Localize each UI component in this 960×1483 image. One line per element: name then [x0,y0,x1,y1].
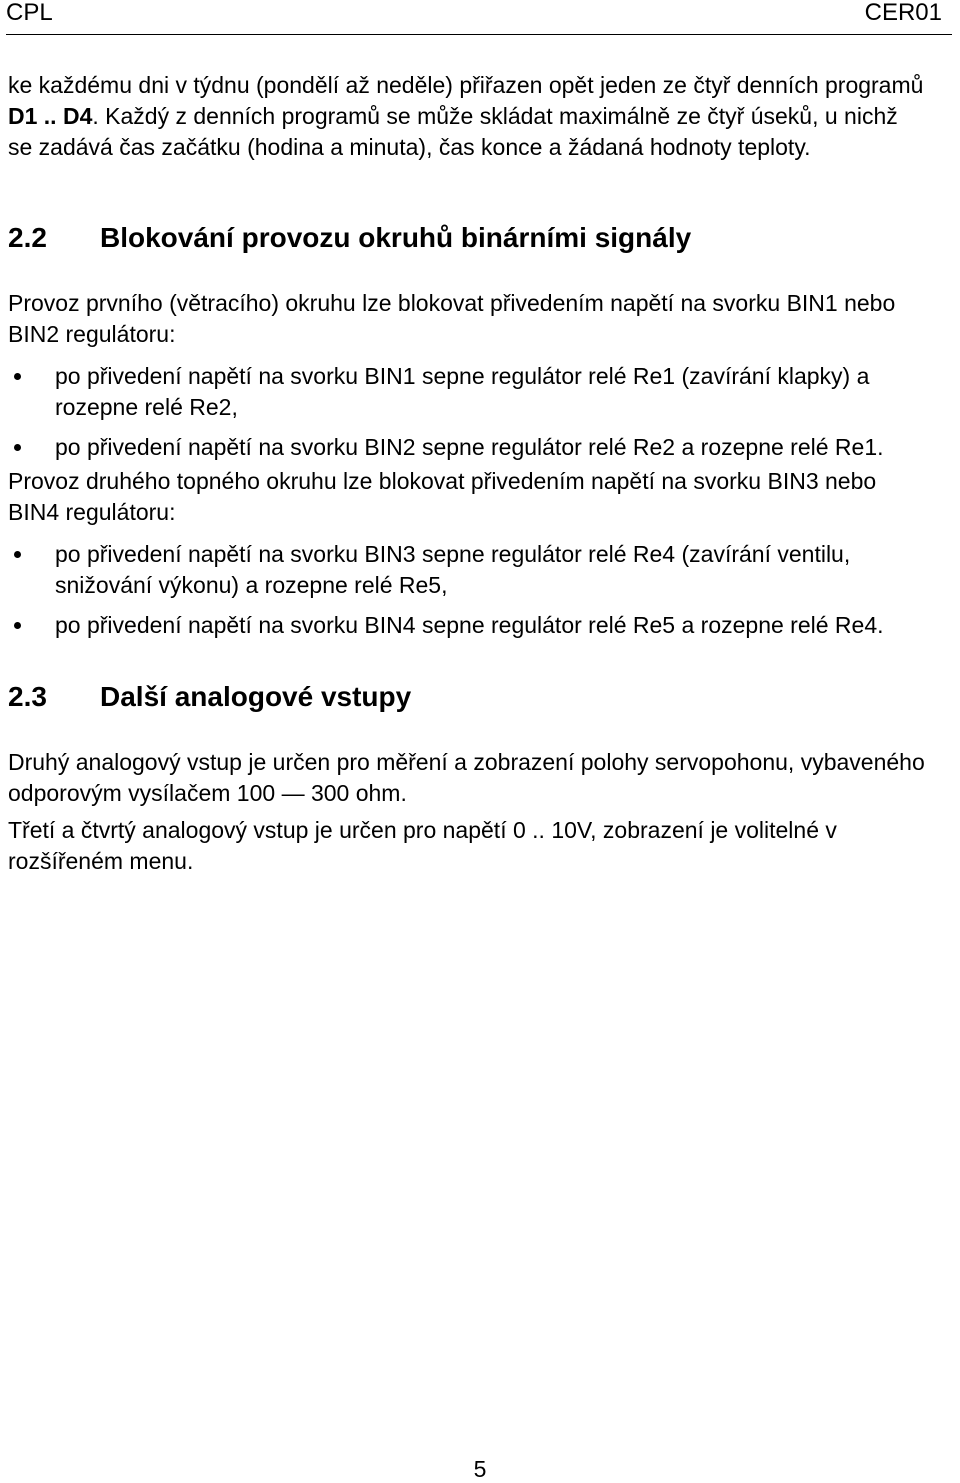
list-item-text: po přivedení napětí na svorku BIN3 sepne regulátor relé Re4 (zavírání ventilu, snižování výkonu) a rozepne relé Re5, [55,541,851,598]
list-item-text: po přivedení napětí na svorku BIN1 sepne regulátor relé Re1 (zavírání klapky) a rozepne relé Re2, [55,363,870,420]
header-right-text: CER01 [864,0,942,26]
bullet-icon [14,551,21,558]
intro-paragraph [8,70,928,163]
bullet-list-bin3-bin4 [8,539,928,641]
section-2-3-paragraph-2: Třetí a čtvrtý analogový vstup je určen pro napětí 0 .. 10V, zobrazení je volitelné v rozšířeném menu. [8,817,837,874]
section-number: 2.3 [8,681,47,712]
list-item [8,361,928,423]
section-2-2-paragraph-1: Provoz prvního (větracího) okruhu lze blokovat přivedením napětí na svorku BIN1 nebo BIN2 regulátoru: [8,290,896,347]
list-item-text: po přivedení napětí na svorku BIN4 sepne regulátor relé Re5 a rozepne relé Re4. [55,612,884,638]
header-rule [6,34,952,35]
section-title: Další analogové vstupy [100,681,412,712]
page-number: 5 [473,1456,487,1482]
bullet-icon [14,622,21,629]
intro-bold-programs: D1 .. D4 [8,103,93,129]
section-heading-2-3 [8,681,928,713]
page-header [0,0,960,36]
list-item-text: po přivedení napětí na svorku BIN2 sepne regulátor relé Re2 a rozepne relé Re1. [55,434,884,460]
bullet-icon [14,444,21,451]
list-item [8,539,928,601]
header-left-text: CPL [6,0,53,26]
section-2-3-paragraph-1: Druhý analogový vstup je určen pro měření a zobrazení polohy servopohonu, vybaveného odporovým vysílačem 100 — 300 ohm. [8,749,925,806]
bullet-list-bin1-bin2 [8,361,928,463]
section-title: Blokování provozu okruhů binárními signály [100,222,692,253]
intro-text-part2: . Každý z denních programů se může skládat maximálně ze čtyř úseků, u nichž se zadává čas začátku (hodina a minuta), čas konce a žádaná hodnoty teploty. [8,103,898,160]
section-2-2-paragraph-2: Provoz druhého topného okruhu lze blokovat přivedením napětí na svorku BIN3 nebo BIN4 regulátoru: [8,468,877,525]
bullet-icon [14,373,21,380]
section-heading-2-2 [8,222,928,254]
list-item [8,610,928,641]
intro-text-part1: ke každému dni v týdnu (pondělí až neděle) přiřazen opět jeden ze čtyř denních programů [8,72,924,98]
list-item [8,432,928,463]
document-body [8,70,928,877]
section-number: 2.2 [8,222,47,253]
